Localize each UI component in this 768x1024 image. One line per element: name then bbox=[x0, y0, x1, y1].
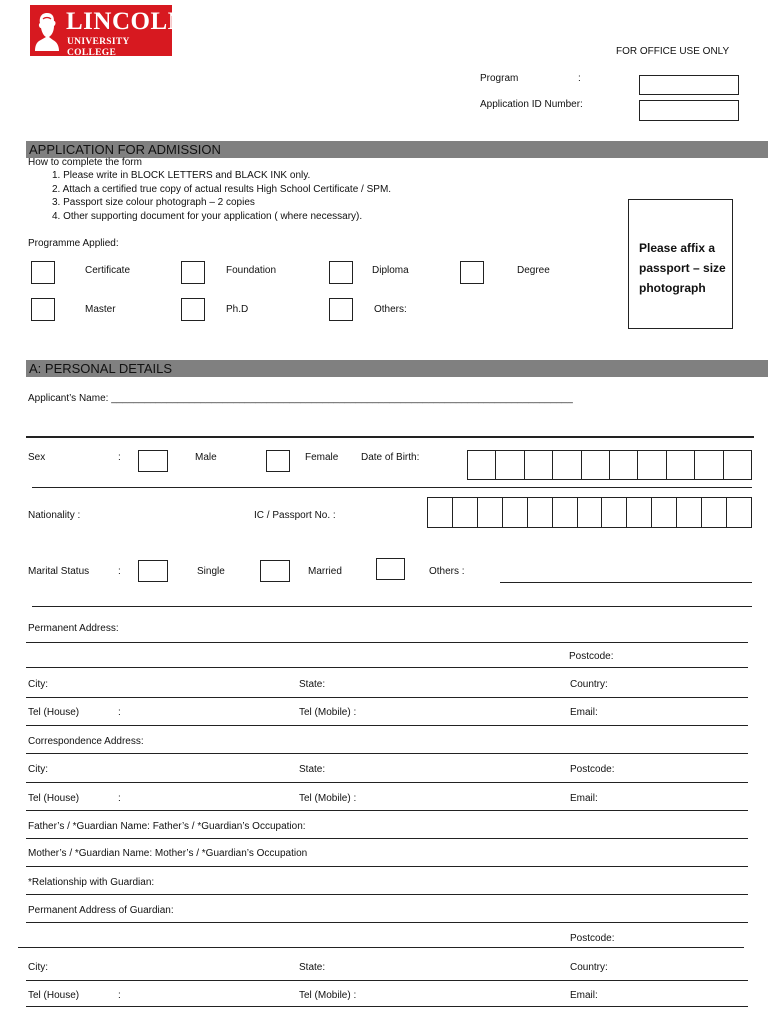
tel-house-label: Tel (House) bbox=[28, 707, 80, 718]
email-label: Email: bbox=[570, 707, 598, 718]
divider bbox=[26, 725, 748, 726]
foundation-label: Foundation bbox=[226, 265, 277, 276]
divider bbox=[32, 606, 752, 607]
tel-house-colon: : bbox=[118, 793, 121, 804]
state-label: State: bbox=[299, 679, 326, 690]
instruction-1: 1. Please write in BLOCK LETTERS and BLACK INK only. bbox=[52, 170, 311, 181]
application-id-field[interactable] bbox=[639, 100, 739, 121]
tel-mobile-label: Tel (Mobile) : bbox=[299, 793, 357, 804]
phd-label: Ph.D bbox=[226, 304, 249, 315]
diploma-label: Diploma bbox=[372, 265, 409, 276]
postcode-label: Postcode: bbox=[569, 651, 614, 662]
logo-subtitle: UNIVERSITY COLLEGE bbox=[67, 37, 130, 58]
single-checkbox[interactable] bbox=[138, 560, 168, 582]
sex-colon: : bbox=[118, 452, 121, 463]
others-marital-label: Others : bbox=[429, 566, 465, 577]
others-marital-field[interactable] bbox=[500, 582, 752, 583]
permanent-address-line-2[interactable] bbox=[26, 667, 748, 668]
master-label: Master bbox=[85, 304, 116, 315]
lincoln-bust-icon bbox=[34, 11, 60, 51]
divider bbox=[26, 894, 748, 895]
ic-passport-input-boxes[interactable] bbox=[427, 497, 752, 528]
permanent-address-label: Permanent Address: bbox=[28, 623, 119, 634]
male-label: Male bbox=[195, 452, 217, 463]
certificate-label: Certificate bbox=[85, 265, 131, 276]
programme-applied-label: Programme Applied: bbox=[28, 238, 119, 249]
email-label: Email: bbox=[570, 990, 598, 1001]
marital-colon: : bbox=[118, 566, 121, 577]
city-label: City: bbox=[28, 764, 48, 775]
others-programme-checkbox[interactable] bbox=[329, 298, 353, 321]
married-label: Married bbox=[308, 566, 342, 577]
personal-details-header bbox=[26, 360, 768, 377]
instruction-3: 3. Passport size colour photograph – 2 copies bbox=[52, 197, 255, 208]
dob-input-boxes[interactable] bbox=[467, 450, 752, 480]
divider bbox=[26, 810, 748, 811]
degree-checkbox[interactable] bbox=[460, 261, 484, 284]
divider bbox=[26, 1006, 748, 1007]
city-label: City: bbox=[28, 679, 48, 690]
male-checkbox[interactable] bbox=[138, 450, 168, 472]
personal-details-header-text: A: PERSONAL DETAILS bbox=[29, 361, 173, 376]
divider bbox=[26, 436, 754, 438]
sex-label: Sex bbox=[28, 452, 46, 463]
office-use-title: FOR OFFICE USE ONLY bbox=[616, 46, 730, 57]
married-checkbox[interactable] bbox=[260, 560, 290, 582]
tel-house-colon: : bbox=[118, 990, 121, 1001]
permanent-address-line[interactable] bbox=[26, 642, 748, 643]
instruction-2: 2. Attach a certified true copy of actual results High School Certificate / SPM. bbox=[52, 184, 392, 195]
certificate-checkbox[interactable] bbox=[31, 261, 55, 284]
admission-header-text: APPLICATION FOR ADMISSION bbox=[29, 142, 221, 157]
phd-checkbox[interactable] bbox=[181, 298, 205, 321]
country-label: Country: bbox=[570, 962, 608, 973]
diploma-checkbox[interactable] bbox=[329, 261, 353, 284]
single-label: Single bbox=[197, 566, 225, 577]
email-label: Email: bbox=[570, 793, 598, 804]
divider bbox=[26, 866, 748, 867]
applicant-name-field[interactable]: Applicant’s Name: ___________________________________________________________________________________ bbox=[28, 393, 573, 404]
divider bbox=[26, 838, 748, 839]
postcode-label: Postcode: bbox=[570, 764, 615, 775]
guardian-address-line[interactable] bbox=[26, 922, 748, 923]
divider bbox=[26, 697, 748, 698]
photo-note: Please affix a passport – size photograph bbox=[639, 241, 726, 295]
divider bbox=[26, 980, 748, 981]
nationality-field[interactable]: Nationality : bbox=[28, 510, 81, 521]
tel-house-label: Tel (House) bbox=[28, 793, 80, 804]
country-label: Country: bbox=[570, 679, 608, 690]
state-label: State: bbox=[299, 962, 326, 973]
female-label: Female bbox=[305, 452, 339, 463]
others-programme-label: Others: bbox=[374, 304, 407, 315]
dob-label: Date of Birth: bbox=[361, 452, 420, 463]
marital-status-label: Marital Status bbox=[28, 566, 90, 577]
relationship-label: *Relationship with Guardian: bbox=[28, 877, 155, 888]
photo-box bbox=[628, 199, 733, 329]
divider bbox=[32, 487, 752, 488]
ic-passport-label: IC / Passport No. : bbox=[254, 510, 336, 521]
tel-house-colon: : bbox=[118, 707, 121, 718]
correspondence-address-label: Correspondence Address: bbox=[28, 736, 144, 747]
admission-header bbox=[26, 141, 768, 158]
tel-mobile-label: Tel (Mobile) : bbox=[299, 707, 357, 718]
college-logo bbox=[30, 5, 187, 58]
program-colon: : bbox=[578, 73, 581, 84]
father-guardian-label: Father’s / *Guardian Name: Father’s / *Guardian’s Occupation: bbox=[28, 821, 306, 832]
mother-guardian-label: Mother’s / *Guardian Name: Mother’s / *Guardian’s Occupation bbox=[28, 848, 308, 859]
female-checkbox[interactable] bbox=[266, 450, 290, 472]
instruction-4: 4. Other supporting document for your application ( where necessary). bbox=[52, 211, 363, 222]
logo-name: LINCOLN bbox=[66, 8, 187, 35]
state-label: State: bbox=[299, 764, 326, 775]
guardian-address-label: Permanent Address of Guardian: bbox=[28, 905, 174, 916]
program-field[interactable] bbox=[639, 75, 739, 95]
how-to-text: How to complete the form bbox=[28, 157, 142, 168]
foundation-checkbox[interactable] bbox=[181, 261, 205, 284]
divider bbox=[26, 782, 748, 783]
master-checkbox[interactable] bbox=[31, 298, 55, 321]
city-label: City: bbox=[28, 962, 48, 973]
program-label: Program bbox=[480, 73, 519, 84]
degree-label: Degree bbox=[517, 265, 550, 276]
divider bbox=[18, 947, 744, 948]
tel-mobile-label: Tel (Mobile) : bbox=[299, 990, 357, 1001]
postcode-label: Postcode: bbox=[570, 933, 615, 944]
tel-house-label: Tel (House) bbox=[28, 990, 80, 1001]
correspondence-address-line[interactable] bbox=[26, 753, 748, 754]
others-marital-checkbox[interactable] bbox=[376, 558, 405, 580]
application-id-label: Application ID Number: bbox=[480, 99, 583, 110]
